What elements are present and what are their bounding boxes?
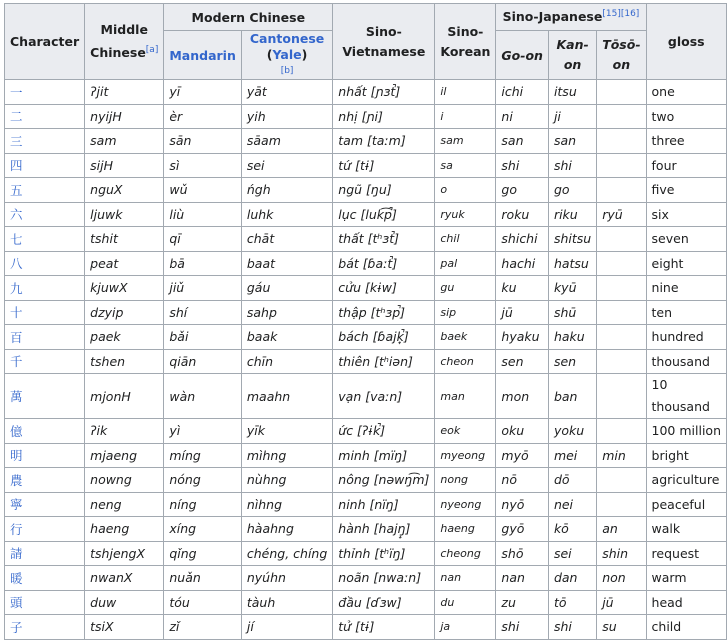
- middle-chinese-cell: nwanX: [85, 566, 164, 591]
- cantonese-cell: nyúhn: [241, 566, 332, 591]
- table-row: [5, 80, 727, 105]
- table-row: [5, 104, 727, 129]
- cantonese-cell: yāt: [241, 80, 332, 105]
- sino-vietnamese-cell: thất [tʰɜt̚]: [333, 227, 435, 252]
- go-on-cell: san: [496, 129, 549, 154]
- middle-chinese-cell: nyijH: [85, 104, 164, 129]
- middle-chinese-cell: tshit: [85, 227, 164, 252]
- header-mandarin: [164, 31, 242, 80]
- toso-on-cell: [597, 227, 646, 252]
- gloss-cell: three: [646, 129, 726, 154]
- sino-korean-cell: sa: [435, 153, 496, 178]
- mandarin-cell: bǎi: [164, 325, 242, 350]
- toso-on-cell: shin: [597, 541, 646, 566]
- table-row: [5, 178, 727, 203]
- sino-korean-cell: chil: [435, 227, 496, 252]
- sino-korean-cell: haeng: [435, 517, 496, 542]
- kan-on-cell: tō: [548, 590, 596, 615]
- toso-on-cell: [597, 251, 646, 276]
- cantonese-cell: mìhng: [241, 443, 332, 468]
- character-link[interactable]: 百: [5, 325, 85, 350]
- gloss-cell: peaceful: [646, 492, 726, 517]
- sino-korean-cell: myeong: [435, 443, 496, 468]
- cantonese-cell: luhk: [241, 202, 332, 227]
- header-middle-chinese: Middle Chinese[a]: [85, 4, 164, 80]
- header-modern-chinese: Modern Chinese: [164, 4, 333, 31]
- gloss-cell: 10 thousand: [646, 374, 726, 419]
- kan-on-cell: sen: [548, 349, 596, 374]
- table-body: [5, 80, 727, 640]
- middle-chinese-cell: sam: [85, 129, 164, 154]
- gloss-cell: agriculture: [646, 468, 726, 493]
- mandarin-cell: zǐ: [164, 615, 242, 640]
- sino-japanese-notes-link[interactable]: [15][16]: [602, 9, 640, 20]
- sino-korean-cell: du: [435, 590, 496, 615]
- table-row: [5, 541, 727, 566]
- mandarin-cell: níng: [164, 492, 242, 517]
- header-gloss: gloss: [646, 4, 726, 80]
- middle-chinese-cell: ljuwk: [85, 202, 164, 227]
- character-link[interactable]: 子: [5, 615, 85, 640]
- sino-vietnamese-cell: nhất [ɲɜt̚]: [333, 80, 435, 105]
- gloss-cell: thousand: [646, 349, 726, 374]
- header-kan-on: Kan-on: [548, 31, 596, 80]
- cantonese-cell: yih: [241, 104, 332, 129]
- sino-korean-cell: baek: [435, 325, 496, 350]
- cantonese-cell: chīn: [241, 349, 332, 374]
- toso-on-cell: [597, 349, 646, 374]
- go-on-cell: ichi: [496, 80, 549, 105]
- kan-on-cell: hatsu: [548, 251, 596, 276]
- middle-chinese-cell: mjaeng: [85, 443, 164, 468]
- kan-on-cell: shitsu: [548, 227, 596, 252]
- sino-korean-cell: gu: [435, 276, 496, 301]
- middle-chinese-cell: neng: [85, 492, 164, 517]
- gloss-cell: four: [646, 153, 726, 178]
- character-link[interactable]: 二: [5, 104, 85, 129]
- sino-korean-cell: nan: [435, 566, 496, 591]
- sino-vietnamese-cell: lục [luk͡p̚]: [333, 202, 435, 227]
- go-on-cell: hyaku: [496, 325, 549, 350]
- mandarin-cell: bā: [164, 251, 242, 276]
- sino-vietnamese-cell: ức [ʔɨk̚]: [333, 419, 435, 444]
- middle-chinese-cell: nguX: [85, 178, 164, 203]
- go-on-cell: myō: [496, 443, 549, 468]
- table-row: [5, 227, 727, 252]
- sino-korean-cell: nyeong: [435, 492, 496, 517]
- sino-korean-cell: eok: [435, 419, 496, 444]
- go-on-cell: ni: [496, 104, 549, 129]
- gloss-cell: seven: [646, 227, 726, 252]
- toso-on-cell: jū: [597, 590, 646, 615]
- kan-on-cell: riku: [548, 202, 596, 227]
- gloss-cell: nine: [646, 276, 726, 301]
- go-on-cell: zu: [496, 590, 549, 615]
- sino-korean-cell: ja: [435, 615, 496, 640]
- middle-chinese-cell: tshen: [85, 349, 164, 374]
- gloss-cell: ten: [646, 300, 726, 325]
- sino-korean-cell: nong: [435, 468, 496, 493]
- middle-chinese-cell: nowng: [85, 468, 164, 493]
- sino-korean-cell: pal: [435, 251, 496, 276]
- middle-chinese-cell: ʔjit: [85, 80, 164, 105]
- mandarin-cell: qī: [164, 227, 242, 252]
- kan-on-cell: dō: [548, 468, 596, 493]
- toso-on-cell: an: [597, 517, 646, 542]
- toso-on-cell: [597, 492, 646, 517]
- cantonese-cell: hàahng: [241, 517, 332, 542]
- mandarin-cell: nóng: [164, 468, 242, 493]
- go-on-cell: ku: [496, 276, 549, 301]
- sino-vietnamese-cell: ninh [nïŋ]: [333, 492, 435, 517]
- toso-on-cell: su: [597, 615, 646, 640]
- middle-chinese-cell: sijH: [85, 153, 164, 178]
- table-row: [5, 590, 727, 615]
- go-on-cell: shō: [496, 541, 549, 566]
- kan-on-cell: shi: [548, 615, 596, 640]
- toso-on-cell: [597, 178, 646, 203]
- cantonese-cell: ńgh: [241, 178, 332, 203]
- header-sino-vietnamese: Sino-Vietnamese: [333, 4, 435, 80]
- sino-korean-cell: cheong: [435, 541, 496, 566]
- character-link[interactable]: 請: [5, 541, 85, 566]
- character-link[interactable]: 行: [5, 517, 85, 542]
- table-row: [5, 153, 727, 178]
- table-row: [5, 517, 727, 542]
- gloss-cell: child: [646, 615, 726, 640]
- mandarin-cell: jiǔ: [164, 276, 242, 301]
- character-link[interactable]: 五: [5, 178, 85, 203]
- middle-chinese-cell: peat: [85, 251, 164, 276]
- gloss-cell: request: [646, 541, 726, 566]
- header-go-on: Go-on: [496, 31, 549, 80]
- mandarin-cell: wàn: [164, 374, 242, 419]
- go-on-cell: oku: [496, 419, 549, 444]
- table-row: [5, 443, 727, 468]
- yale-link[interactable]: Yale: [272, 47, 302, 62]
- toso-on-cell: [597, 80, 646, 105]
- go-on-cell: nō: [496, 468, 549, 493]
- go-on-cell: shi: [496, 153, 549, 178]
- mandarin-cell: yī: [164, 80, 242, 105]
- cantonese-cell: baak: [241, 325, 332, 350]
- mandarin-cell: qǐng: [164, 541, 242, 566]
- cantonese-cell: yīk: [241, 419, 332, 444]
- toso-on-cell: [597, 325, 646, 350]
- kan-on-cell: shi: [548, 153, 596, 178]
- mandarin-cell: èr: [164, 104, 242, 129]
- sino-vietnamese-cell: tử [tɨ]: [333, 615, 435, 640]
- mandarin-cell: shí: [164, 300, 242, 325]
- kan-on-cell: haku: [548, 325, 596, 350]
- sino-vietnamese-cell: đầu [ɗɜw]: [333, 590, 435, 615]
- middle-chinese-cell: duw: [85, 590, 164, 615]
- mandarin-cell: míng: [164, 443, 242, 468]
- sino-vietnamese-cell: cửu [kɨw]: [333, 276, 435, 301]
- character-link[interactable]: 十: [5, 300, 85, 325]
- go-on-cell: hachi: [496, 251, 549, 276]
- go-on-cell: roku: [496, 202, 549, 227]
- kan-on-cell: itsu: [548, 80, 596, 105]
- toso-on-cell: [597, 468, 646, 493]
- go-on-cell: jū: [496, 300, 549, 325]
- mandarin-cell: sān: [164, 129, 242, 154]
- sino-vietnamese-cell: ngũ [ŋu]: [333, 178, 435, 203]
- middle-chinese-cell: mjonH: [85, 374, 164, 419]
- table-row: [5, 202, 727, 227]
- cantonese-cell: tàuh: [241, 590, 332, 615]
- gloss-cell: two: [646, 104, 726, 129]
- kan-on-cell: dan: [548, 566, 596, 591]
- table-row: [5, 615, 727, 640]
- sino-vietnamese-cell: bách [ɓajk̟̚]: [333, 325, 435, 350]
- sino-korean-cell: man: [435, 374, 496, 419]
- cantonese-cell: sei: [241, 153, 332, 178]
- kan-on-cell: ji: [548, 104, 596, 129]
- header-cantonese: Cantonese (Yale) [b]: [241, 31, 332, 80]
- cantonese-cell: baat: [241, 251, 332, 276]
- sino-korean-cell: il: [435, 80, 496, 105]
- mandarin-cell: nuǎn: [164, 566, 242, 591]
- character-link[interactable]: 萬: [5, 374, 85, 419]
- toso-on-cell: [597, 300, 646, 325]
- sino-vietnamese-cell: thiên [tʰiən]: [333, 349, 435, 374]
- go-on-cell: sen: [496, 349, 549, 374]
- gloss-cell: eight: [646, 251, 726, 276]
- mandarin-cell: qiān: [164, 349, 242, 374]
- gloss-cell: head: [646, 590, 726, 615]
- character-link[interactable]: 明: [5, 443, 85, 468]
- numerals-table: [4, 3, 727, 640]
- sino-vietnamese-cell: bát [ɓaːt̚]: [333, 251, 435, 276]
- kan-on-cell: san: [548, 129, 596, 154]
- middle-chinese-cell: ʔik: [85, 419, 164, 444]
- character-link[interactable]: 三: [5, 129, 85, 154]
- mandarin-link[interactable]: Mandarin: [169, 47, 236, 63]
- character-link[interactable]: 四: [5, 153, 85, 178]
- header-character: Character: [5, 4, 85, 80]
- middle-chinese-note-link[interactable]: [a]: [145, 44, 159, 55]
- table-header: [5, 4, 727, 80]
- go-on-cell: shichi: [496, 227, 549, 252]
- character-link[interactable]: 八: [5, 251, 85, 276]
- cantonese-cell: sāam: [241, 129, 332, 154]
- middle-chinese-cell: tshjengX: [85, 541, 164, 566]
- toso-on-cell: non: [597, 566, 646, 591]
- sino-vietnamese-cell: tam [taːm]: [333, 129, 435, 154]
- sino-vietnamese-cell: nông [nəwŋ͡m]: [333, 468, 435, 493]
- sino-korean-cell: i: [435, 104, 496, 129]
- kan-on-cell: shū: [548, 300, 596, 325]
- sino-korean-cell: sip: [435, 300, 496, 325]
- sino-vietnamese-cell: vạn [vaːn]: [333, 374, 435, 419]
- middle-chinese-cell: kjuwX: [85, 276, 164, 301]
- go-on-cell: nyō: [496, 492, 549, 517]
- kan-on-cell: go: [548, 178, 596, 203]
- cantonese-cell: nìhng: [241, 492, 332, 517]
- gloss-cell: bright: [646, 443, 726, 468]
- cantonese-cell: gáu: [241, 276, 332, 301]
- mandarin-cell: yì: [164, 419, 242, 444]
- cantonese-cell: maahn: [241, 374, 332, 419]
- character-link[interactable]: 億: [5, 419, 85, 444]
- table-row: [5, 566, 727, 591]
- cantonese-cell: nùhng: [241, 468, 332, 493]
- table-row: [5, 129, 727, 154]
- go-on-cell: nan: [496, 566, 549, 591]
- go-on-cell: shi: [496, 615, 549, 640]
- toso-on-cell: ryū: [597, 202, 646, 227]
- header-sino-japanese: Sino-Japanese[15][16]: [496, 4, 646, 31]
- character-link[interactable]: 一: [5, 80, 85, 105]
- go-on-cell: mon: [496, 374, 549, 419]
- sino-korean-cell: sam: [435, 129, 496, 154]
- kan-on-cell: nei: [548, 492, 596, 517]
- gloss-cell: 100 million: [646, 419, 726, 444]
- cantonese-cell: jí: [241, 615, 332, 640]
- table-row: [5, 492, 727, 517]
- table-row: [5, 325, 727, 350]
- mandarin-cell: sì: [164, 153, 242, 178]
- mandarin-cell: wǔ: [164, 178, 242, 203]
- go-on-cell: go: [496, 178, 549, 203]
- sino-vietnamese-cell: tứ [tɨ]: [333, 153, 435, 178]
- cantonese-cell: sahp: [241, 300, 332, 325]
- table-row: [5, 349, 727, 374]
- character-link[interactable]: 千: [5, 349, 85, 374]
- cantonese-cell: chāt: [241, 227, 332, 252]
- middle-chinese-cell: paek: [85, 325, 164, 350]
- gloss-cell: warm: [646, 566, 726, 591]
- sino-korean-cell: cheon: [435, 349, 496, 374]
- kan-on-cell: sei: [548, 541, 596, 566]
- toso-on-cell: [597, 104, 646, 129]
- gloss-cell: five: [646, 178, 726, 203]
- cantonese-note-link[interactable]: [b]: [280, 66, 294, 76]
- mandarin-cell: liù: [164, 202, 242, 227]
- toso-on-cell: [597, 153, 646, 178]
- mandarin-cell: tóu: [164, 590, 242, 615]
- table-row: [5, 419, 727, 444]
- kan-on-cell: kō: [548, 517, 596, 542]
- sino-vietnamese-cell: minh [mïŋ]: [333, 443, 435, 468]
- toso-on-cell: [597, 276, 646, 301]
- middle-chinese-cell: dzyip: [85, 300, 164, 325]
- table-row: [5, 468, 727, 493]
- sino-vietnamese-cell: nhị [ɲi]: [333, 104, 435, 129]
- sino-vietnamese-cell: noãn [nwaːn]: [333, 566, 435, 591]
- sino-vietnamese-cell: thập [tʰɜp̚]: [333, 300, 435, 325]
- kan-on-cell: yoku: [548, 419, 596, 444]
- character-link[interactable]: 農: [5, 468, 85, 493]
- middle-chinese-cell: haeng: [85, 517, 164, 542]
- character-link[interactable]: 暖: [5, 566, 85, 591]
- go-on-cell: gyō: [496, 517, 549, 542]
- character-link[interactable]: 七: [5, 227, 85, 252]
- table-row: [5, 300, 727, 325]
- header-toso-on: Tōsō-on: [597, 31, 646, 80]
- toso-on-cell: [597, 419, 646, 444]
- cantonese-cell: chéng, chíng: [241, 541, 332, 566]
- kan-on-cell: mei: [548, 443, 596, 468]
- character-link[interactable]: 九: [5, 276, 85, 301]
- kan-on-cell: ban: [548, 374, 596, 419]
- gloss-cell: hundred: [646, 325, 726, 350]
- toso-on-cell: min: [597, 443, 646, 468]
- gloss-cell: one: [646, 80, 726, 105]
- mandarin-cell: xíng: [164, 517, 242, 542]
- table-row: [5, 251, 727, 276]
- table-row: [5, 374, 727, 419]
- cantonese-link[interactable]: Cantonese: [249, 31, 325, 46]
- toso-on-cell: [597, 129, 646, 154]
- kan-on-cell: kyū: [548, 276, 596, 301]
- gloss-cell: walk: [646, 517, 726, 542]
- character-link[interactable]: 六: [5, 202, 85, 227]
- sino-korean-cell: o: [435, 178, 496, 203]
- toso-on-cell: [597, 374, 646, 419]
- gloss-cell: six: [646, 202, 726, 227]
- middle-chinese-cell: tsiX: [85, 615, 164, 640]
- sino-korean-cell: ryuk: [435, 202, 496, 227]
- header-sino-korean: Sino-Korean: [435, 4, 496, 80]
- sino-vietnamese-cell: thỉnh [tʰïŋ]: [333, 541, 435, 566]
- sino-vietnamese-cell: hành [hajŋ̟]: [333, 517, 435, 542]
- character-link[interactable]: 頭: [5, 590, 85, 615]
- table-row: [5, 276, 727, 301]
- character-link[interactable]: 寧: [5, 492, 85, 517]
